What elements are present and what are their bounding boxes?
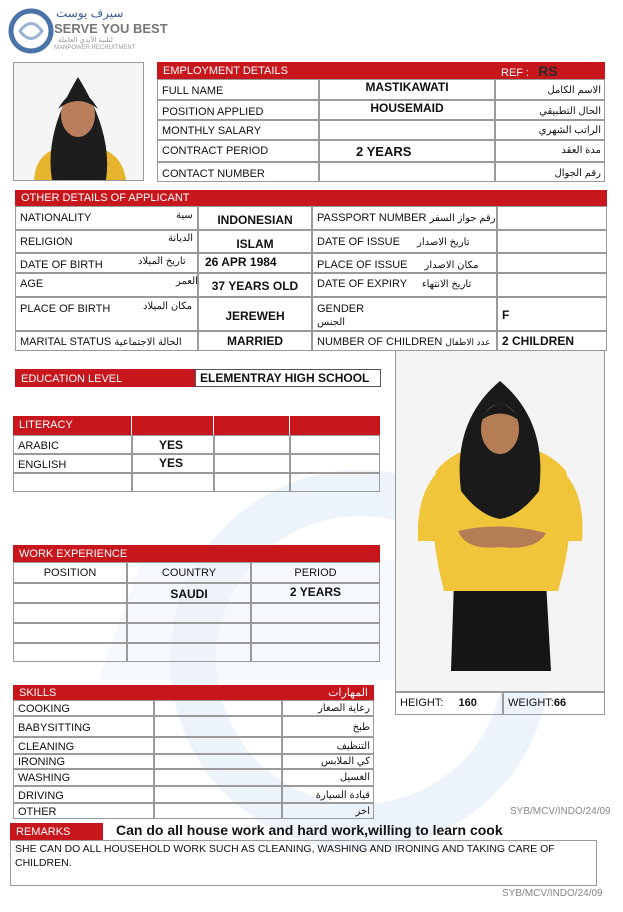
literacy-empty-cell — [290, 473, 380, 492]
skill-ar: التنظيف — [282, 737, 374, 754]
literacy-value: YES — [132, 454, 214, 473]
expiry-label-text: DATE OF EXPIRY — [317, 278, 407, 290]
literacy-empty-cell — [290, 454, 380, 473]
nationality-value: INDONESIAN — [198, 206, 312, 230]
applicant-photo-full-body — [395, 350, 605, 692]
applicant-photo-portrait — [13, 62, 144, 181]
pob-value: JEREWEH — [198, 297, 312, 331]
marital-label — [15, 331, 198, 351]
skill-check-cell — [154, 737, 282, 754]
skills-header-ar: المهارات — [328, 687, 368, 699]
age-value: 37 YEARS OLD — [198, 273, 312, 297]
work-empty-cell — [127, 623, 251, 643]
issue-date-label-text: DATE OF ISSUE — [317, 236, 400, 248]
passport-label-text: PASSPORT NUMBER — [317, 212, 427, 224]
children-label-text: NUMBER OF CHILDREN — [317, 336, 443, 348]
skill-name: IRONING — [13, 754, 154, 769]
education-header: EDUCATION LEVEL — [15, 369, 195, 387]
skill-ar: قيادة السيارة — [282, 786, 374, 803]
literacy-header-label: LITERACY — [19, 419, 73, 431]
position-ar: الحال التطبيقي — [495, 100, 605, 120]
literacy-empty-cell — [214, 454, 290, 473]
weight-label: WEIGHT: — [508, 697, 554, 709]
remarks-headline: Can do all house work and hard work,willing to learn cook — [116, 822, 503, 838]
pob-label: PLACE OF BIRTH — [15, 297, 198, 331]
skill-name: COOKING — [13, 700, 154, 716]
employment-header: EMPLOYMENT DETAILS — [157, 62, 495, 79]
issue-place-value — [497, 253, 607, 273]
remarks-header: REMARKS — [10, 823, 103, 840]
skill-ar: رعاية الصغار — [282, 700, 374, 716]
position-label: POSITION APPLIED — [157, 100, 319, 120]
marital-label-text: MARITAL STATUS — [20, 336, 112, 348]
literacy-empty-cell — [214, 473, 290, 492]
contact-value — [319, 162, 495, 182]
logo-title: SERVE YOU BEST — [54, 21, 168, 36]
skill-check-cell — [154, 716, 282, 737]
religion-value: ISLAM — [198, 230, 312, 253]
other-details-header: OTHER DETAILS OF APPLICANT — [15, 190, 607, 206]
skill-name: OTHER — [13, 803, 154, 819]
work-col-position: POSITION — [13, 562, 127, 583]
work-empty-cell — [251, 643, 380, 662]
weight-cell — [503, 692, 605, 715]
literacy-value: YES — [132, 435, 214, 454]
skill-name: CLEANING — [13, 737, 154, 754]
remarks-text: SHE CAN DO ALL HOUSEHOLD WORK SUCH AS CLEANING, WASHING AND IRONING AND TAKING CARE OF CHILDREN. — [10, 840, 597, 886]
contract-label: CONTRACT PERIOD — [157, 140, 319, 162]
literacy-header-divider — [131, 416, 132, 435]
gender-value: F — [497, 297, 607, 331]
literacy-header-divider — [289, 416, 290, 435]
religion-ar: الديانة — [168, 233, 194, 244]
work-country-cell: SAUDI — [127, 583, 251, 603]
logo-subtitle: MANPOWER RECRUITMENT — [54, 45, 136, 51]
logo-arabic: سيرف يوست — [56, 6, 124, 20]
salary-label: MONTHLY SALARY — [157, 120, 319, 140]
work-empty-cell — [13, 643, 127, 662]
position-value: HOUSEMAID — [319, 100, 495, 120]
passport-label — [312, 206, 497, 230]
literacy-empty-cell — [13, 473, 132, 492]
height-label: HEIGHT: — [400, 697, 444, 709]
skill-ar: الغسيل — [282, 769, 374, 786]
ref-label: REF : — [501, 67, 530, 79]
pob-ar: مكان الميلاد — [143, 301, 193, 312]
skill-check-cell — [154, 769, 282, 786]
work-empty-cell — [13, 623, 127, 643]
work-position-cell — [13, 583, 127, 603]
passport-value — [497, 206, 607, 230]
salary-value — [319, 120, 495, 140]
weight-value: 66 — [553, 697, 567, 709]
issue-place-label-text: PLACE OF ISSUE — [317, 259, 408, 271]
logo-icon — [8, 8, 54, 54]
skills-header-label: SKILLS — [19, 687, 57, 699]
literacy-empty-cell — [132, 473, 214, 492]
age-label: AGE — [15, 273, 198, 297]
skill-check-cell — [154, 700, 282, 716]
skill-check-cell — [154, 803, 282, 819]
issue-date-value — [497, 230, 607, 253]
age-ar: العمر — [176, 276, 198, 287]
height-cell — [395, 692, 503, 715]
work-header: WORK EXPERIENCE — [13, 545, 380, 562]
literacy-empty-cell — [290, 435, 380, 454]
ref-value: RS — [538, 63, 558, 79]
skill-name: BABYSITTING — [13, 716, 154, 737]
gender-label — [312, 297, 497, 331]
religion-label: RELIGION — [15, 230, 198, 253]
ref-header — [495, 62, 605, 79]
expiry-value — [497, 273, 607, 297]
work-empty-cell — [127, 643, 251, 662]
children-ar: عدد الاطفال — [445, 337, 491, 347]
issue-date-ar: تاريخ الاصدار — [416, 237, 470, 248]
passport-ar: رقم جواز السفر — [429, 213, 496, 224]
issue-date-label — [312, 230, 497, 253]
dob-ar: تاريخ الميلاد — [138, 256, 186, 267]
salary-ar: الراتب الشهري — [495, 120, 605, 140]
expiry-ar: تاريخ الانتهاء — [421, 279, 472, 290]
work-empty-cell — [251, 603, 380, 623]
nationality-ar: سية — [176, 210, 193, 221]
children-label — [312, 331, 497, 351]
work-period-cell: 2 YEARS — [251, 583, 380, 603]
expiry-label — [312, 273, 497, 297]
skill-ar: كي الملابس — [282, 754, 374, 769]
skill-ar: طبخ — [282, 716, 374, 737]
full-name-label: FULL NAME — [157, 79, 319, 100]
full-name-value: MASTIKAWATI — [319, 79, 495, 100]
literacy-header-divider — [213, 416, 214, 435]
issue-place-ar: مكان الاصدار — [424, 260, 479, 271]
gender-ar: الجنس — [317, 317, 346, 328]
gender-label-text: GENDER — [317, 303, 365, 315]
full-name-ar: الاسم الكامل — [495, 79, 605, 100]
height-value: 160 — [458, 697, 477, 709]
logo-arabic-sub: لتلبية الأيدي العاملة — [58, 37, 113, 44]
work-empty-cell — [127, 603, 251, 623]
reference-code-bottom: SYB/MCV/INDO/24/09 — [502, 888, 603, 899]
skill-check-cell — [154, 754, 282, 769]
nationality-label: NATIONALITY — [15, 206, 198, 230]
literacy-lang: ARABIC — [13, 435, 132, 454]
work-empty-cell — [251, 623, 380, 643]
skill-ar: اخر — [282, 803, 374, 819]
contact-label: CONTACT NUMBER — [157, 162, 319, 182]
skills-header — [13, 685, 374, 700]
marital-ar: الحالة الاجتماعية — [114, 337, 182, 348]
skill-name: WASHING — [13, 769, 154, 786]
work-empty-cell — [13, 603, 127, 623]
literacy-empty-cell — [214, 435, 290, 454]
contract-value: 2 YEARS — [319, 140, 495, 162]
skill-name: DRIVING — [13, 786, 154, 803]
contact-ar: رقم الجوال — [495, 162, 605, 182]
literacy-lang: ENGLISH — [13, 454, 132, 473]
literacy-header — [13, 416, 380, 435]
reference-code: SYB/MCV/INDO/24/09 — [510, 806, 611, 817]
work-col-period: PERIOD — [251, 562, 380, 583]
contract-ar: مدة العقد — [495, 140, 605, 162]
children-value: 2 CHILDREN — [497, 331, 607, 351]
work-col-country: COUNTRY — [127, 562, 251, 583]
skill-check-cell — [154, 786, 282, 803]
marital-value: MARRIED — [198, 331, 312, 351]
education-value: ELEMENTRAY HIGH SCHOOL — [195, 369, 381, 387]
issue-place-label — [312, 253, 497, 273]
dob-value: 26 APR 1984 — [198, 253, 312, 273]
dob-label: DATE OF BIRTH — [15, 253, 198, 273]
